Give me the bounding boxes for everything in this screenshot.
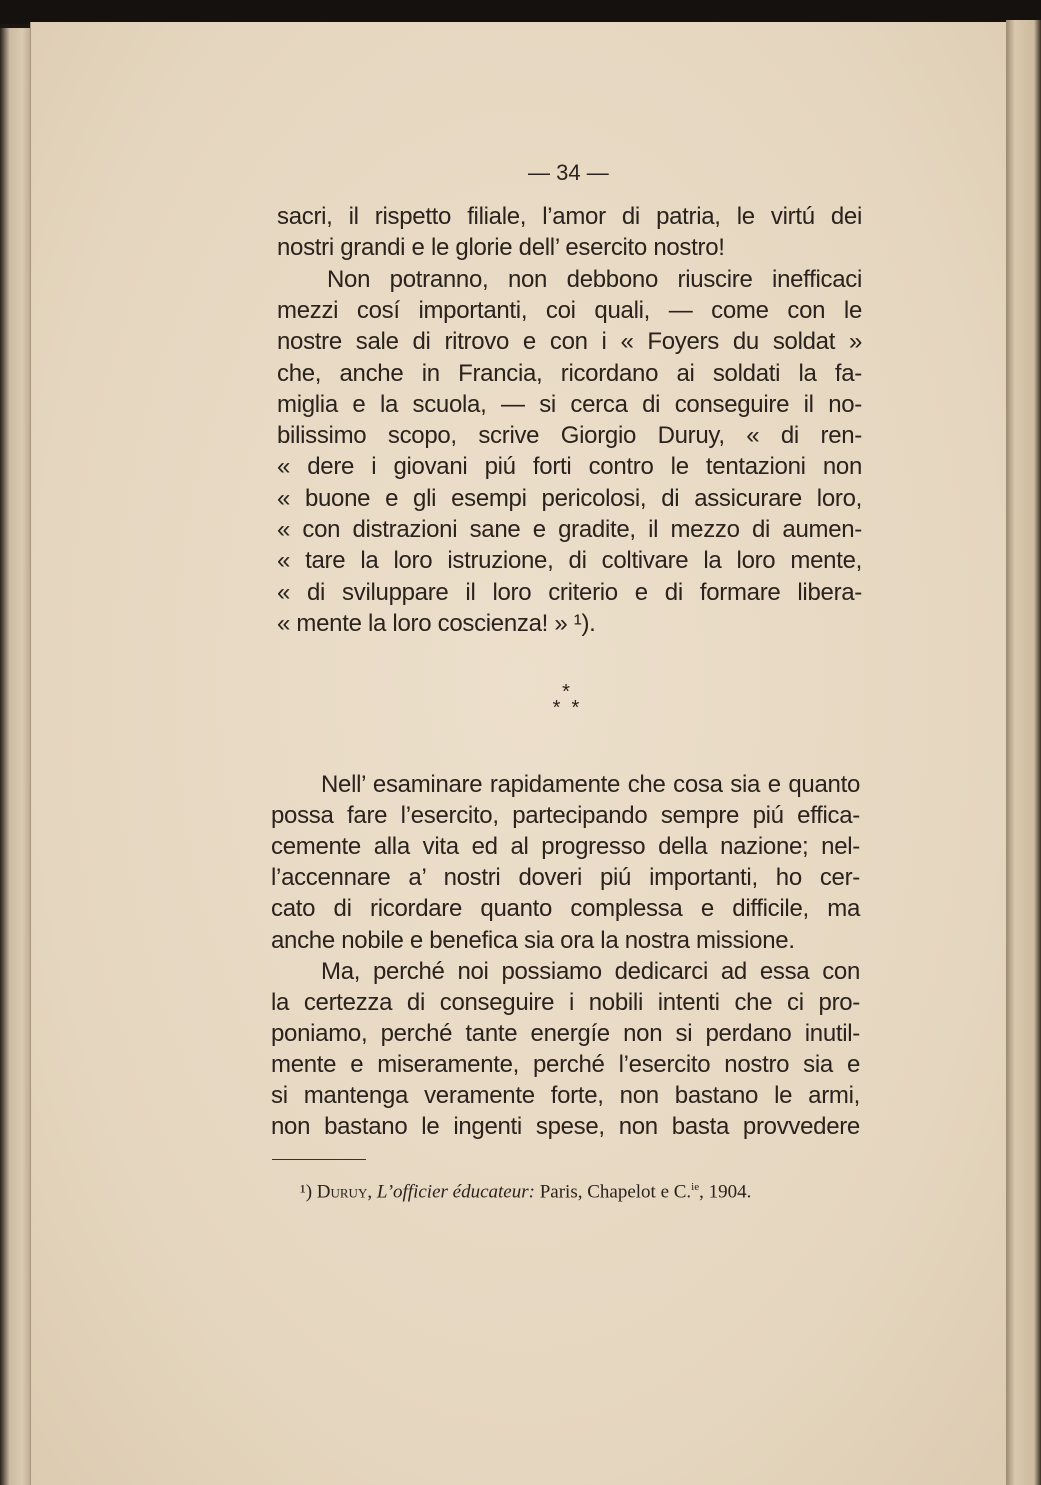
text-line: miglia e la scuola, — si cerca di conseguire il no- (277, 390, 862, 418)
text-line: nostri grandi e le glorie dell’ esercito nostro! (277, 234, 725, 262)
text-line: mezzi cosí importanti, coi quali, — come con le (277, 296, 862, 324)
right-page-edge (1006, 20, 1041, 1485)
text-line: che, anche in Francia, ricordano ai soldati la fa- (277, 359, 862, 387)
text-line: sacri, il rispetto filiale, l’amor di patria, le virtú dei (277, 203, 862, 230)
text-line: « mente la loro coscienza! » ¹). (277, 609, 596, 637)
text-line: poniamo, perché tante energíe non si perdano inutil- (271, 1019, 860, 1047)
text-line: non bastano le ingenti spese, non basta provvedere (271, 1113, 860, 1141)
text-line: « di sviluppare il loro criterio e di formare libera- (277, 578, 862, 606)
text-line: anche nobile e benefica sia ora la nostra missione. (271, 926, 795, 954)
text-line: cato di ricordare quanto complessa e difficile, ma (271, 895, 860, 923)
footnote (300, 1181, 751, 1203)
footnote-publisher: Paris, Chapelot e C. (539, 1181, 692, 1203)
text-line: « buone e gli esempi pericolosi, di assicurare loro, (277, 484, 862, 512)
text-line: « con distrazioni sane e gradite, il mezzo di aumen- (277, 516, 862, 543)
footnote-title: L’officier éducateur: (376, 1181, 535, 1203)
text-line: nostre sale di ritrovo e con i « Foyers du soldat » (277, 328, 862, 356)
text-line: Nell’ esaminare rapidamente che cosa sia e quanto (321, 771, 860, 798)
footnote-marker: ¹) (300, 1181, 313, 1203)
asterisk-bottom: * * (552, 697, 580, 719)
text-line: l’accennare a’ nostri doveri piú importanti, ho cer- (271, 864, 860, 892)
text-line: cemente alla vita ed al progresso della nazione; nel- (271, 833, 860, 861)
text-line: Non potranno, non debbono riuscire inefficaci (327, 265, 862, 293)
footnote-rule (272, 1159, 366, 1160)
section-separator-asterisks (540, 681, 592, 719)
text-line: mente e miseramente, perché l’esercito nostro sia e (271, 1050, 860, 1078)
text-line: si mantenga veramente forte, non bastano le armi, (271, 1082, 860, 1109)
footnote-author: Duruy, (316, 1181, 373, 1203)
left-page-edges (0, 28, 32, 1485)
text-line: Ma, perché noi possiamo dedicarci ad essa con (321, 957, 860, 985)
text-line: la certezza di conseguire i nobili intenti che ci pro- (271, 988, 860, 1016)
text-line: « tare la loro istruzione, di coltivare la loro mente, (277, 547, 862, 575)
scan-top-border (0, 0, 1041, 24)
text-line: possa fare l’esercito, partecipando sempre piú effica- (271, 802, 860, 830)
footnote-sup: ie (691, 1181, 700, 1193)
asterisk-top: * (562, 681, 570, 703)
text-line: bilissimo scopo, scrive Giorgio Duruy, « di ren- (277, 422, 862, 450)
page-number: — 34 — (528, 160, 609, 185)
footnote-year: , 1904. (699, 1181, 752, 1203)
text-line: « dere i giovani piú forti contro le tentazioni non (277, 453, 862, 481)
